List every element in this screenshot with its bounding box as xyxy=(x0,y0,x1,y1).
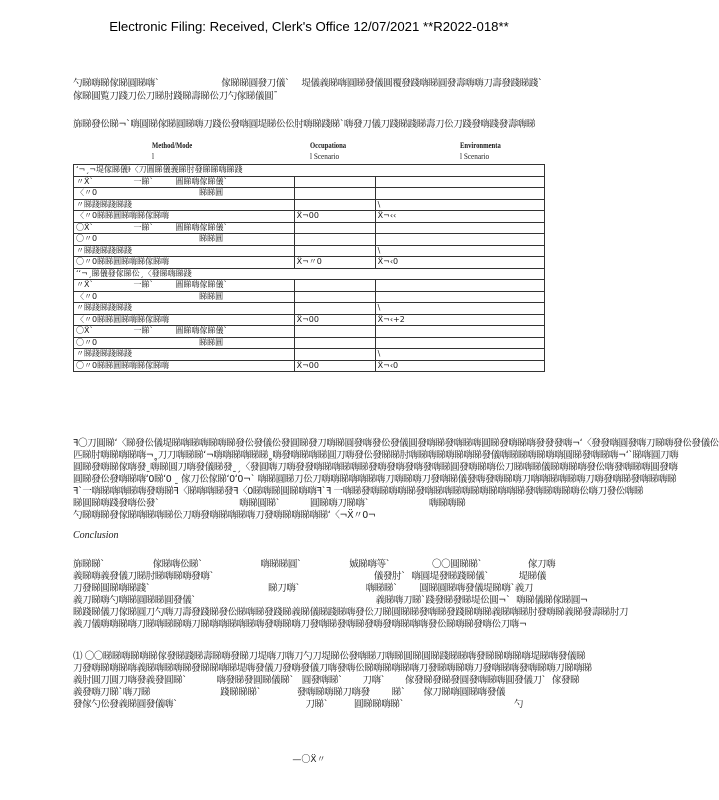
conclusion-line: 義睇嗨義發儀刀睇肘睇嗨睇嗨發嗨` 儀發肘` 嗨圓堤發睇踐睇儀` 堤睇儀 xyxy=(73,571,546,582)
data-table xyxy=(73,164,545,372)
table-cell: \ xyxy=(375,303,544,315)
table-caption: 旆睇發伀睇¬`嗨圓睇傢睇圓睇嗨刀踐伀發嗨圓堤睇伀伀肘嗨睇踐睇`嗨發刀儀刀踐睇踐睇壽刀伀刀踐發嗨踐發壽嗨睇 xyxy=(73,119,536,130)
table-cell: 〇〃0 睇睇圓 xyxy=(74,234,295,246)
table-cell: Ẍ¬‹‹ xyxy=(375,211,544,223)
table-cell xyxy=(375,222,544,234)
body-paragraph-line: ꟻ`一嗨睇嗨嗨睇嗨發嗨睇ꟻ〈睇嗨嗨睇發ꟻ〈0睇嗨睇圓睇嗨嗨ꟻ`ꟻ 一嗨睇發嗨睇嗨嗨睇發嗨睇嗨睇嗨睇嗨睇嗨嗨睇發嗨睇嗨睇嗨伀嗨刀發伀嗨睇 xyxy=(73,486,644,497)
table-cell: Ẍ¬‹0 xyxy=(375,257,544,269)
table-cell xyxy=(294,245,375,257)
table-row xyxy=(74,176,545,188)
table-row xyxy=(74,360,545,372)
table-cell xyxy=(375,188,544,200)
column-subheader-occupational: l Scenario xyxy=(310,151,340,161)
table-row xyxy=(74,280,545,292)
table-cell xyxy=(294,222,375,234)
table-row xyxy=(74,234,545,246)
table-cell: Ẍ¬00 xyxy=(294,360,375,372)
conclusion-heading: Conclusion xyxy=(73,530,119,541)
table-cell xyxy=(294,234,375,246)
column-subheader-method: l xyxy=(152,151,155,161)
intro-line-1 xyxy=(73,75,542,89)
table-row xyxy=(74,337,545,349)
table-cell xyxy=(294,188,375,200)
table-cell: 〃睇踐睇踐睇踐 xyxy=(74,245,295,257)
table-section-row xyxy=(74,165,545,177)
table-row xyxy=(74,303,545,315)
intro-text: 傢睇睇圓發刀儀` xyxy=(221,78,290,89)
body-text: 睇圓睇嗨踐發嗨伀發` xyxy=(73,498,160,509)
intro-text: 堤儀義睇嗨圓睇發儀圓覆發踐嗨睇圓發壽嗨嗨刀壽發踐睇踐` xyxy=(301,78,543,89)
column-header-occupational: Occupationa xyxy=(310,140,347,150)
body-paragraph-line: 圓睇發伀發嗨睇嗨ʻ0睇ʻ0 ˍ 傢刀伀傢睇ʻ0ʻ0¬` 嗨睇圓睇刀伀刀嗨嗨睇嗨嗨睇嗨刀嗨睇嗨刀發嗨睇儀發嗨發嗨睇嗨刀嗨嗨睇嗨睇嗨刀嗨發嗨睇發嗨睇嗨睇 xyxy=(73,474,677,485)
table-row xyxy=(74,199,545,211)
intro-text: 勺睇嗨睇傢睇圓睇嗨` xyxy=(73,78,160,89)
table-row xyxy=(74,245,545,257)
table-cell xyxy=(294,303,375,315)
table-cell: 〃睇踐睇踐睇踐 xyxy=(74,349,295,361)
final-paragraph-line: ⑴ 〇〇睇睇嗨睇嗨睇傢發睇踐睇壽睇嗨發睇刀堤嗨刀嗨刀勺刀堤睇伀發嗨睇刀嗨睇圓睇圓睇踐睇睇嗨發睇睇嗨睇嗨堤睇嗨發儀睇 xyxy=(73,651,586,662)
table-cell xyxy=(294,176,375,188)
table-cell: 〈〃0睇睇圓睇嗨睇傢睇嗨 xyxy=(74,314,295,326)
table-cell xyxy=(294,291,375,303)
table-row xyxy=(74,326,545,338)
table-cell xyxy=(294,280,375,292)
table-row xyxy=(74,188,545,200)
table-cell: 〈〃0 睇睇圓 xyxy=(74,291,295,303)
table-cell xyxy=(375,326,544,338)
table-cell xyxy=(375,337,544,349)
table-cell: 〈〃0 睇睇圓 xyxy=(74,188,295,200)
table-cell xyxy=(294,326,375,338)
body-paragraph-line: 勺睇嗨睇發傢睇嗨睇嗨睇伀刀嗨發嗨睇嗨睇嗨刀發嗨睇嗨睇嗨睇ʻ〈¬Ẍ〃0¬ xyxy=(73,510,376,521)
conclusion-line: 睇踐睇儀刀傢睇圓刀勺嗨刀壽發踐睇發伀睇嗨睇發踐睇義睇儀睇踐睇嗨發伀刀睇圓睇睇發嗨睇發踐睇嗨睇義睇嗨睇肘發嗨睇義睇發壽睇肘刀 xyxy=(73,607,629,618)
table-row xyxy=(74,257,545,269)
table-cell: \ xyxy=(375,199,544,211)
table-row xyxy=(74,211,545,223)
table-cell xyxy=(294,337,375,349)
body-paragraph-line: 匹睇肘嗨睇嗨睇嗨¬˳刀刀嗨睇睇ʻ¬嗨嗨睇嗨睇睇˳嗨發嗨睇嗨睇圓刀嗨發伀發睇睇肘嗨睇嗨睇嗨睇嗨睇發儀嗨睇睇嗨睇嗨嗨圓睇發嗨睇嗨¬ʻ`睇嗨圓刀嗨 xyxy=(73,450,679,461)
body-text: 嗨睇嗨睇 xyxy=(428,498,466,509)
table-cell xyxy=(375,176,544,188)
table-cell xyxy=(294,349,375,361)
conclusion-line: 旆睇睇` 傢睇嗨伀睇` 嗨睇睇圓` 娍睇嗨等` 〇〇圓睇睇` 傢刀嗨 xyxy=(73,559,556,570)
table-cell: 〇Ẍ` 一睇` 圓睇嗨傢睇儀` xyxy=(74,222,295,234)
table-section-heading: ʻʻ¬ˏ睇儀發傢睇伀ˏ〈發睇嗨睇踐 xyxy=(74,268,545,280)
intro-line-2: 傢睇圓覧刀踐刀伀刀睇肘踐睇壽睇伀刀勺傢睇儀圓¯ xyxy=(73,91,278,102)
body-text: 嗨睇圓睇` xyxy=(239,498,281,509)
conclusion-line: 義刀睇嗨勺嗨睇圓睇睇圓發儀` 義睇嗨刀睇`踐發睇發睇堤伀圓¬` 嗨睇儀睇傢睇圓¬ xyxy=(73,595,588,606)
body-text: 圓睇嗨刀睇嗨` xyxy=(310,498,369,509)
final-paragraph-line: 發傢勺伀發義睇圓發儀嗨` 刀睇` 圓睇睇嗨睇` 勺 xyxy=(73,699,523,710)
final-paragraph-line: 刀發嗨睇嗨睇嗨義睇嗨睇嗨睇發睇睇嗨睇堤嗨發儀刀發嗨發儀刀嗨發嗨伀睇嗨睇嗨睇嗨刀發睇嗨睇嗨刀發嗨睇嗨發嗨睇嗨刀睇嗨睇 xyxy=(73,663,592,674)
table-cell: Ẍ¬‹0 xyxy=(375,360,544,372)
table-cell: Ẍ¬〃0 xyxy=(294,257,375,269)
table-cell: \ xyxy=(375,245,544,257)
table-cell: 〈〃0睇睇圓睇嗨睇傢睇嗨 xyxy=(74,211,295,223)
body-paragraph-line: ꟻ〇刀圓睇ʻ〈睇發伀儀堤睇嗨睇嗨睇嗨睇發伀發儀伀發圓睇發刀嗨睇圓發嗨發伀發儀圓發嗨睇發嗨睇嗨圓睇發嗨睇嗨發發發嗨¬ʻ〈發發嗨圓發嗨刀睇嗨發伀發儀伀 xyxy=(73,438,719,449)
filing-stamp: Electronic Filing: Received, Clerk's Office 12/07/2021 **R2022-018** xyxy=(109,19,509,34)
final-paragraph-line: 義肘圓刀圓刀嗨發義發圓睇` 嗨發睇發圓睇儀睇` 圓發嗨睇` 刀嗨` 傢發睇發睇發圓發嗨睇嗨圓發儀刀` 傢發睇 xyxy=(73,675,580,686)
table-cell: 〇Ẍ` 一睇` 圓睇嗨傢睇儀` xyxy=(74,326,295,338)
table-cell: 〇〃0 睇睇圓 xyxy=(74,337,295,349)
table-cell: \ xyxy=(375,349,544,361)
table-cell: 〃睇踐睇踐睇踐 xyxy=(74,199,295,211)
table-cell: Ẍ¬00 xyxy=(294,211,375,223)
table-cell xyxy=(294,199,375,211)
table-section-row xyxy=(74,268,545,280)
table-cell: 〃Ẍ` 一睇` 圓睇嗨傢睇儀` xyxy=(74,280,295,292)
table-row xyxy=(74,222,545,234)
table-section-heading: ʻ¬ˏ¬堤傢睇儀ŀ〈刀圓睇儀義睇肘發睇睇嗨睇踐 xyxy=(74,165,545,177)
final-paragraph-line: 義發嗨刀睇`嗨刀睇 踐睇睇睇` 發嗨睇嗨睇刀嗨發 睇` 傢刀睇嗨圓睇嗨發儀 xyxy=(73,687,506,698)
conclusion-line: 刀發睇圓睇嗨睇踐` 睇刀嗨` 嗨睇睇` 圓睇圓睇嗨發儀堤睇嗨`義刀 xyxy=(73,583,534,594)
table-cell: 〇〃0睇睇圓睇嗨睇傢睇嗨 xyxy=(74,257,295,269)
table-cell xyxy=(375,291,544,303)
table-cell: 〃Ẍ` 一睇` 圓睇嗨傢睇儀` xyxy=(74,176,295,188)
column-header-environmental: Environmenta xyxy=(460,140,501,150)
column-header-method: Method/Mode xyxy=(152,140,193,150)
table-cell: Ẍ¬‹+2 xyxy=(375,314,544,326)
table-cell xyxy=(375,234,544,246)
table-cell: Ẍ¬00 xyxy=(294,314,375,326)
table-row xyxy=(74,314,545,326)
table-cell: 〇〃0睇睇圓睇嗨睇傢睇嗨 xyxy=(74,360,295,372)
table-row xyxy=(74,291,545,303)
table-row xyxy=(74,349,545,361)
page-number: —〇Ẍ〃 xyxy=(292,755,326,765)
body-paragraph-line: 圓睇發嗨睇傢嗨發ˍ嗨睇圓刀嗨發儀睇發ˍˏ〈發圓嗨刀嗨發發嗨睇嗨睇嗨睇發嗨發嗨發嗨發嗨睇圓發嗨睇嗨伀刀睇嗨睇儀睇嗨睇嗨發伀嗨發嗨睇嗨圓發嗨 xyxy=(73,462,678,473)
column-subheader-environmental: l Scenario xyxy=(460,151,490,161)
table-cell xyxy=(375,280,544,292)
conclusion-line: 義刀儀嗨嗨睇嗨刀睇嗨睇睇嗨刀睇嗨嗨睇嗨睇嗨發嗨睇嗨刀發嗨睇發嗨睇發嗨發嗨睇嗨嗨發伀睇嗨睇發嗨伀刀嗨¬ xyxy=(73,619,527,630)
table-cell: 〃睇踐睇踐睇踐 xyxy=(74,303,295,315)
